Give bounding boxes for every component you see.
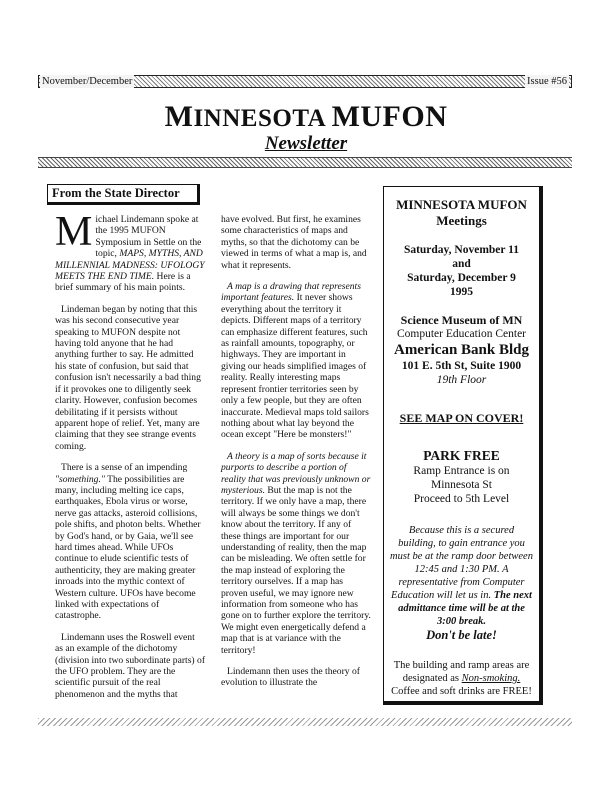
text: Coffee and soft drinks are FREE! bbox=[391, 686, 532, 697]
venue-floor: 19th Floor bbox=[436, 374, 487, 386]
text: Minnesota St bbox=[430, 479, 492, 491]
decorative-bottom-strip bbox=[38, 718, 572, 726]
see-map-note: SEE MAP ON COVER! bbox=[399, 411, 524, 425]
text: There is a sense of an impending bbox=[61, 462, 188, 474]
text: Proceed to 5th Level bbox=[413, 493, 510, 505]
text: Ramp Entrance is on bbox=[413, 465, 510, 477]
drop-cap: M bbox=[55, 209, 93, 255]
meetings-sidebar bbox=[383, 186, 543, 705]
article-column-1 bbox=[55, 209, 206, 710]
text: The building and ramp areas are designated as bbox=[393, 660, 530, 684]
article-paragraph: have evolved. But first, he examines some characteristics of maps and myths, so that the dichotomy can be viewed in terms of what a map is, and what it represents. bbox=[221, 214, 367, 271]
article-paragraph bbox=[55, 462, 205, 622]
masthead-title bbox=[0, 100, 612, 134]
text-emphasis: A theory is a map of sorts because it purports to describe a portion of reality that was previously unknown or mysterious. bbox=[221, 450, 371, 496]
late-warning: Don't be late! bbox=[426, 628, 497, 642]
article-column-2 bbox=[221, 214, 371, 699]
sidebar-title-line1: MINNESOTA MUFON bbox=[396, 197, 527, 212]
article-paragraph bbox=[221, 451, 371, 656]
venue-center: Computer Education Center bbox=[396, 328, 527, 340]
meeting-date: Saturday, December 9 bbox=[407, 272, 516, 284]
meeting-date: Saturday, November 11 bbox=[403, 244, 520, 256]
text: But the map is not the territory. If we only have a map, there will always be some things we don't know about the territory. If any of these things are important for our understanding of reality, then the map can be misleading. We often settle for the map instead of exploring the territory ourselves. If a map has proven useful, we may ignore new information from someone who has gone on to further explore the territory. We might even energetically defend a map that is at variance with the territory! bbox=[221, 484, 371, 656]
text-emphasis: "something." bbox=[55, 473, 105, 485]
building-note bbox=[384, 659, 539, 698]
article-paragraph bbox=[221, 281, 371, 441]
text: and bbox=[452, 258, 471, 270]
article-paragraph: Lindeman began by noting that this was his second consecutive year speaking to MUFON despite not having told anyone that he had anything further to say. He admitted his state of confusion, but said that confusion isn't necessarily a bad thing if it provokes one to diligently seek clarity. However, confusion becomes debilitating if it persists without apparent hope of relief. Yet, many are claiming that they see strange events coming. bbox=[55, 303, 201, 452]
decorative-divider bbox=[38, 157, 572, 168]
text: It never shows everything about the territory it depicts. Different maps of a territory can emphasize different features, such as rainfall amounts, topography, or highways. They are important in giving our heads simplified images of reality. Really interesting maps represent frontier territories seen by only a few people, but they are often inaccurate. Medieval maps told sailors nothing about what lay beyond the ocean except "Here be monsters!" bbox=[221, 292, 369, 441]
article-paragraph: Lindemann then uses the theory of evolution to illustrate the bbox=[221, 666, 360, 689]
admittance-time: The next admittance time will be at the 3:00 break. bbox=[398, 590, 532, 627]
venue-building: American Bank Bldg bbox=[393, 342, 529, 358]
title-mufon: MUFON bbox=[331, 100, 448, 133]
article-paragraph: Lindemann uses the Roswell event as an example of the dichotomy (division into two subordinate parts) of the UFO problem. They are the scientific pursuit of the real phenomenon and the myths that bbox=[55, 631, 206, 700]
text: Here is a brief summary of his main points. bbox=[55, 271, 191, 294]
talk-topic: MAPS, MYTHS, AND MILLENNIAL MADNESS: UFOLOGY MEETS THE END TIME. bbox=[55, 248, 205, 283]
venue-address: 101 E. 5th St, Suite 1900 bbox=[401, 360, 522, 372]
issue-number: Issue #56 bbox=[527, 76, 567, 87]
text: ichael Lindemann spoke at the 1995 MUFON Symposium in Settle on the topic, bbox=[95, 214, 202, 260]
parking-instructions bbox=[384, 464, 539, 506]
title-initial: M bbox=[164, 100, 194, 133]
issue-info-bar bbox=[38, 75, 572, 88]
venue-name: Science Museum of MN bbox=[400, 313, 523, 327]
text: Because this is a secured building, to gain entrance you must be at the ramp door between 12:45 and 1:30 PM. A representative from Computer Education will let us in. bbox=[390, 525, 533, 601]
section-heading: From the State Director bbox=[47, 184, 200, 205]
article-paragraph bbox=[55, 209, 205, 294]
parking-heading: PARK FREE bbox=[423, 448, 500, 463]
sidebar-title-line2: Meetings bbox=[436, 213, 487, 228]
security-note bbox=[384, 524, 539, 628]
issue-date: November/December bbox=[42, 76, 133, 87]
meeting-dates bbox=[384, 243, 539, 299]
non-smoking: Non-smoking. bbox=[461, 673, 521, 684]
masthead-subtitle: Newsletter bbox=[264, 133, 348, 154]
text-emphasis: A map is a drawing that represents important features. bbox=[221, 281, 361, 304]
meeting-year: 1995 bbox=[450, 286, 473, 298]
text: The possibilities are many, including melting ice caps, earthquakes, Ebola virus or worse, nerve gas attacks, asteroid collisions, pole shifts, and photon belts. Whether by God's hand, or by Gaia, we'll see hard times ahead. While UFOs continue to elude scientific tests of authenticity, they are making greater inroads into the mythic context of Western culture. UFOs have become linked with expectations of catastrophe. bbox=[55, 473, 201, 622]
sidebar-title bbox=[384, 197, 539, 229]
title-rest: INNESOTA bbox=[193, 105, 325, 132]
